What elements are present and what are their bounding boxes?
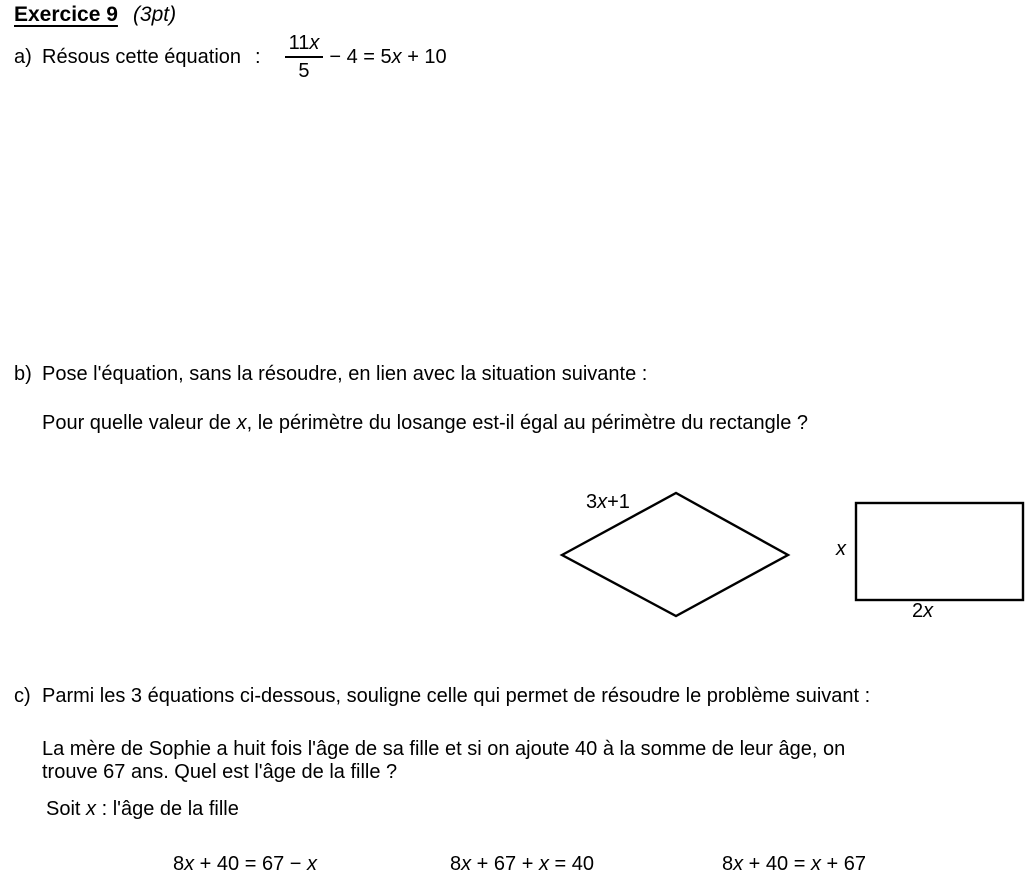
exercise-title: Exercice 9	[14, 3, 118, 26]
part-b-prompt: Pose l'équation, sans la résoudre, en lien avec la situation suivante :	[42, 363, 648, 385]
part-c-problem	[42, 738, 845, 784]
part-c-prompt: Parmi les 3 équations ci-dessous, souligne celle qui permet de résoudre le problème suivant :	[42, 685, 871, 707]
part-b-row	[14, 364, 647, 384]
part-a-label: a)	[14, 46, 32, 68]
rectangle-width-label: 2x	[912, 600, 934, 622]
exercise-points: (3pt)	[132, 3, 177, 26]
part-c-label: c)	[14, 685, 31, 707]
candidate-equation-2: 8x + 67 + x = 40	[450, 853, 595, 875]
problem-line-2: trouve 67 ans. Quel est l'âge de la fille ?	[42, 761, 398, 783]
equation-rest: − 4 = 5x + 10	[329, 46, 447, 68]
problem-line-1: La mère de Sophie a huit fois l'âge de sa fille et si on ajoute 40 à la somme de leur âge, on	[42, 738, 846, 760]
losange-side-label: 3x+1	[586, 491, 630, 513]
candidate-equation-3: 8x + 40 = x + 67	[722, 853, 867, 875]
fraction-numerator: 11x	[285, 33, 324, 58]
part-c-row	[14, 686, 870, 706]
rectangle-shape	[856, 503, 1023, 600]
part-a-row	[14, 33, 447, 81]
candidate-equation-1: 8x + 40 = 67 − x	[173, 853, 317, 875]
rectangle-height-label: x	[836, 538, 846, 560]
fraction-denominator: 5	[298, 60, 310, 82]
part-b-question: Pour quelle valeur de x, le périmètre du losange est-il égal au périmètre du rectangle ?	[42, 412, 809, 434]
variable-definition: Soit x : l'âge de la fille	[46, 798, 239, 820]
part-a-prompt: Résous cette équation	[42, 46, 242, 68]
part-b-label: b)	[14, 363, 32, 385]
equation-fraction	[285, 33, 324, 81]
part-a-colon: :	[255, 46, 261, 68]
exercise-header	[14, 4, 176, 25]
